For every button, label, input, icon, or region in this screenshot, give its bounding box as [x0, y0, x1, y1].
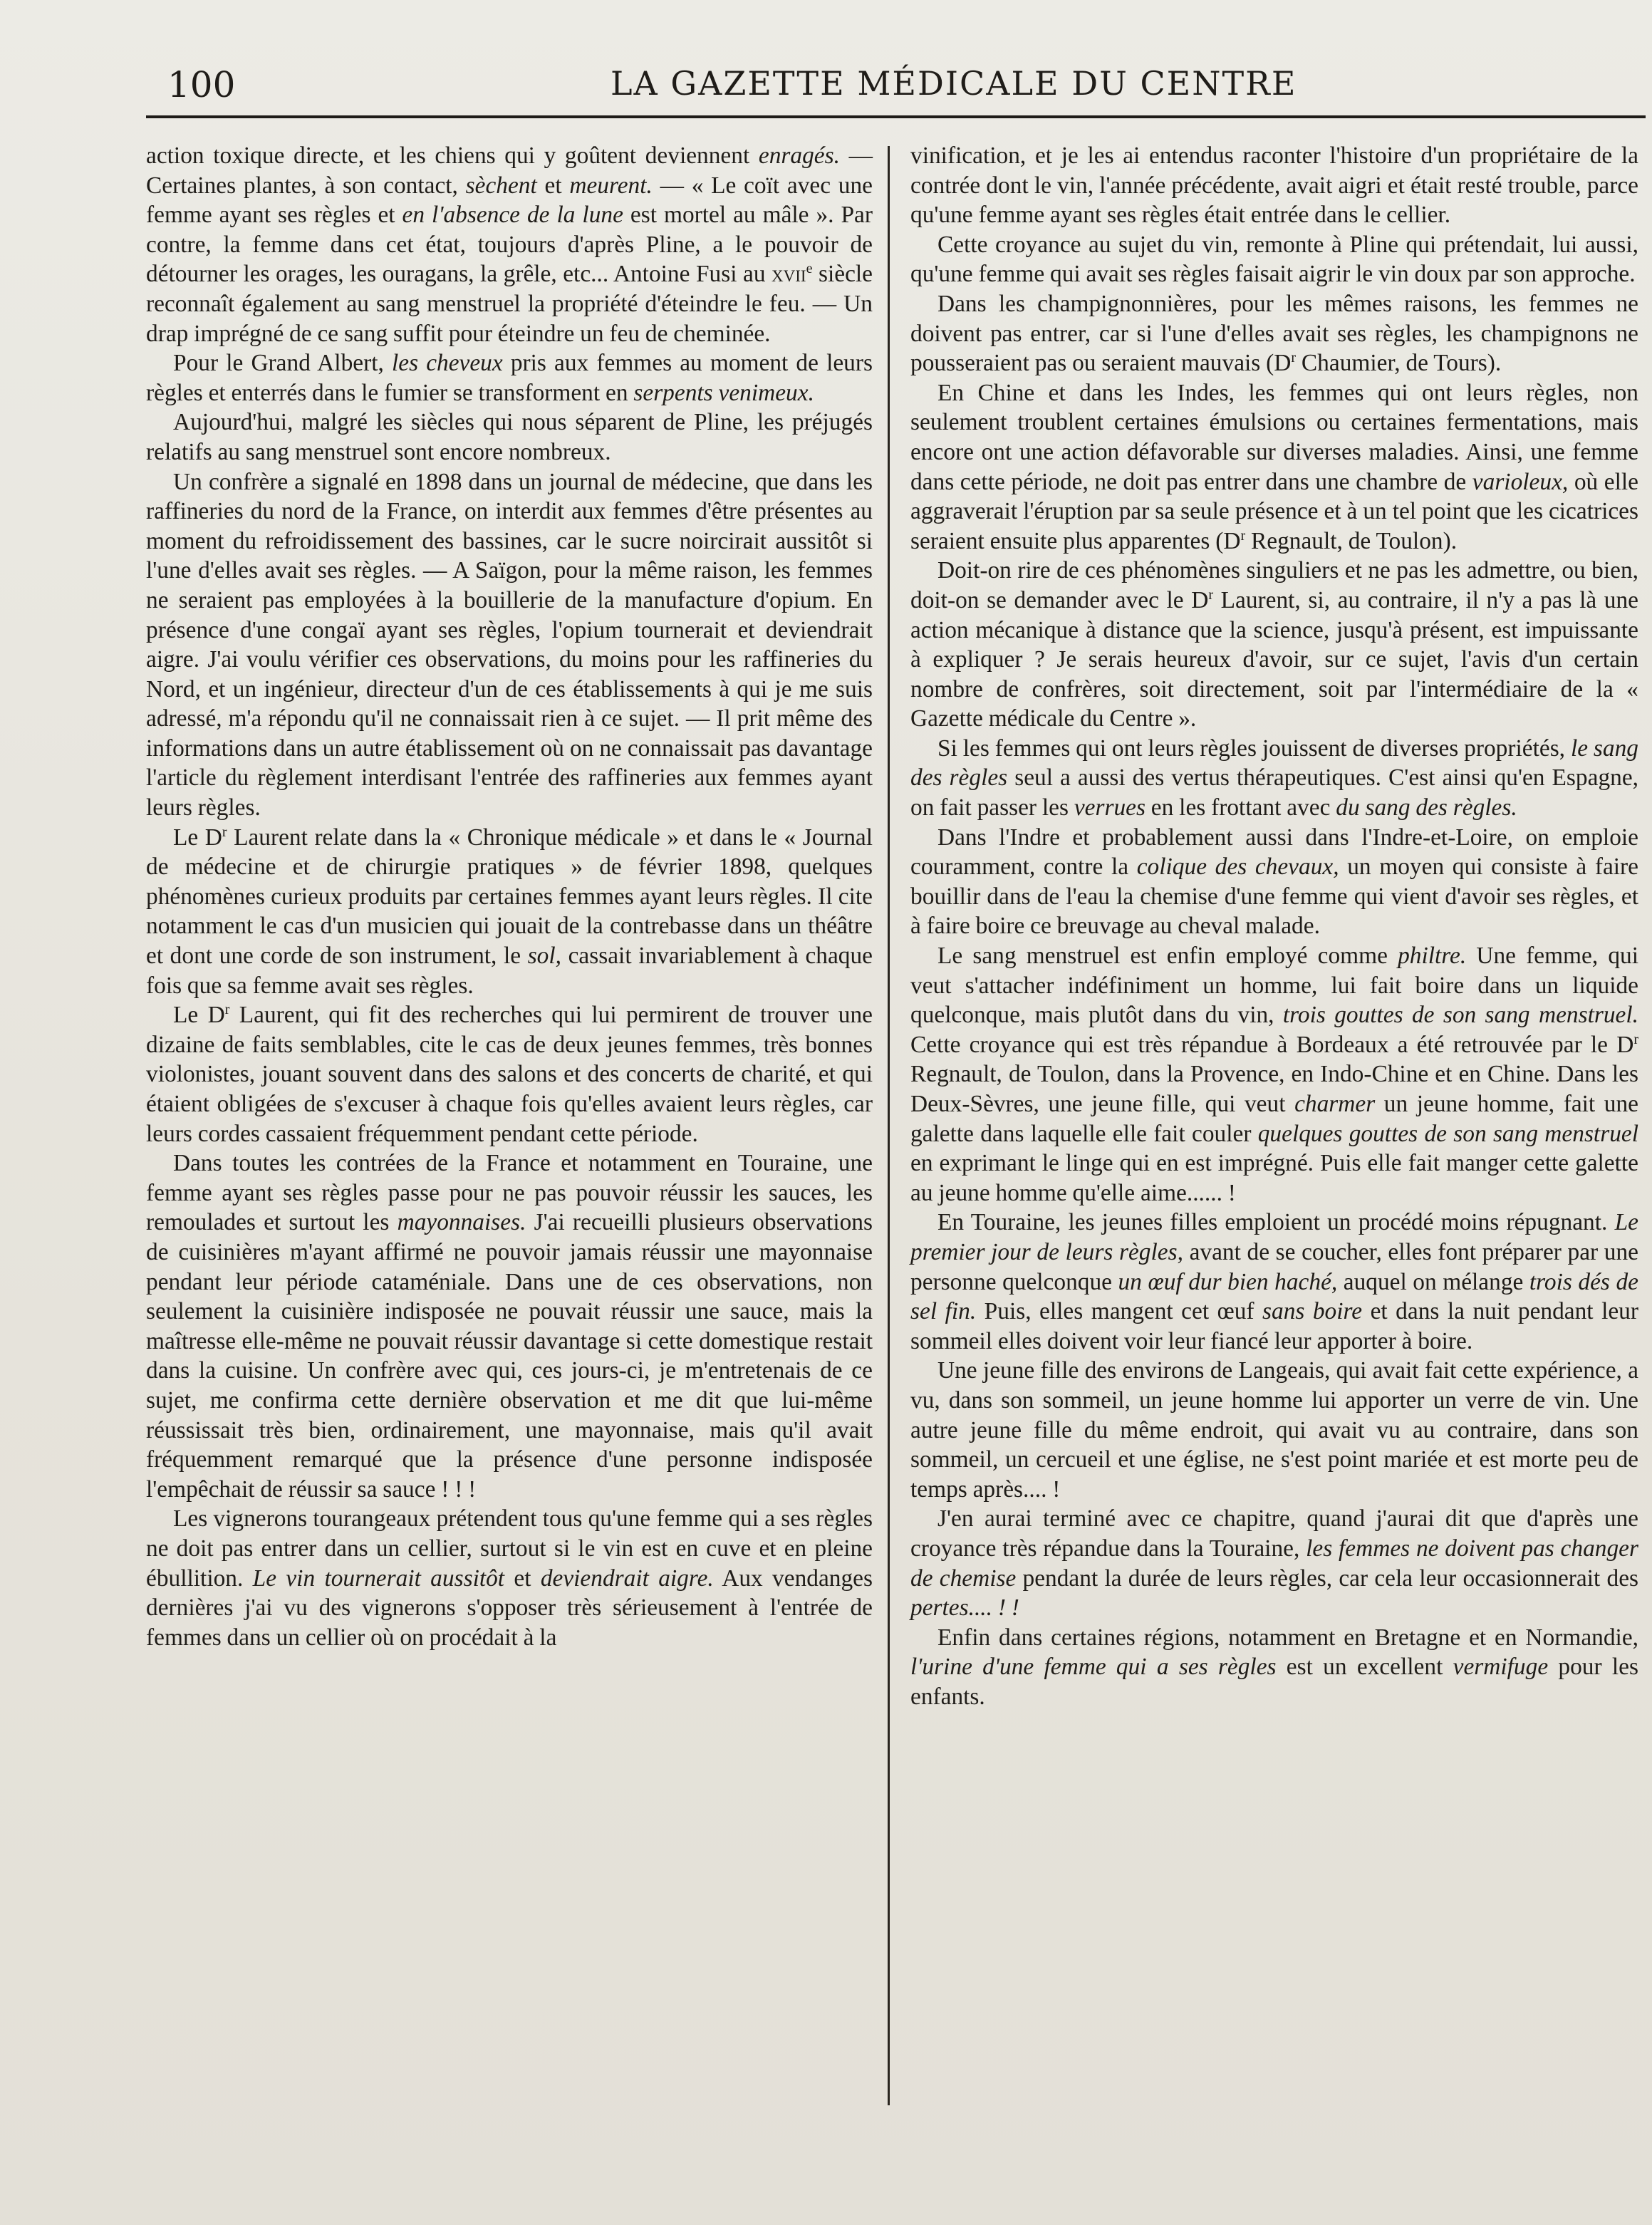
text-run: En Chine et dans les Indes, les femmes qui ont leurs règles, non seulement troublent certaines émulsions ou certaines fermentations, mais encore ont une action défavorable sur diverses maladies. Ainsi, une femme dans cette période, ne doit pas entrer dans une chambre de — [910, 379, 1638, 495]
text-run: Enfin dans certaines régions, notamment en Bretagne et en Normandie, — [937, 1624, 1638, 1651]
superscript: r — [222, 824, 227, 840]
superscript: r — [1240, 527, 1246, 544]
text-run: auquel on mélange — [1337, 1268, 1529, 1295]
italic-text: enragés. — [758, 142, 840, 169]
italic-text: trois dés de sel fin. — [910, 1268, 1638, 1325]
text-run: Les vignerons tourangeaux prétendent tous qu'une femme qui a ses règles ne doit pas entrer dans un cellier, surtout si le vin est en cuve et en pleine ébullition. — [146, 1505, 873, 1592]
text-run: pris aux femmes au moment de leurs règles et enterrés dans le fumier se transforment en — [146, 350, 873, 406]
italic-text: l'urine d'une femme qui a ses règles — [910, 1654, 1277, 1681]
text-run: Le sang menstruel est enfin employé comme — [937, 943, 1398, 970]
text-run: vinification, et je les ai entendus raconter l'histoire d'un propriétaire de la contrée dont le vin, l'année précédente, avait aigri et était resté trouble, parce qu'une femme ayant ses règles était entrée dans le cellier. — [910, 142, 1638, 229]
text-run: Laurent, si, au contraire, il n'y a pas là une action mécanique à distance que la science, jusqu'à présent, est impuissante à expliquer ? Je serais heureux d'avoir, sur ce sujet, l'avis d'un certain nombre de confrères, soit directement, soit par l'intermédiaire de la « Gazette médicale du Centre ». — [910, 586, 1638, 732]
right-column — [910, 141, 1638, 1711]
text-run: Cette croyance qui est très répandue à Bordeaux a été retrouvée par le D — [910, 1031, 1634, 1058]
italic-text: du sang des règles. — [1336, 794, 1517, 821]
header-rule — [146, 115, 1646, 118]
italic-text: colique des chevaux, — [1136, 854, 1339, 881]
italic-text: varioleux, — [1472, 468, 1569, 495]
paragraph — [146, 1000, 873, 1148]
text-run: siècle reconnaît également au sang menstruel la propriété d'éteindre le feu. — Un drap imprégné de ce sang suffit pour éteindre un feu de cheminée. — [146, 261, 873, 347]
text-run: et dans la nuit pendant leur sommeil elles doivent voir leur fiancé leur apporter à boire. — [910, 1298, 1638, 1354]
superscript: e — [806, 261, 813, 277]
paragraph — [910, 289, 1638, 378]
text-run: est mortel au mâle ». Par contre, la femme dans cet état, toujours d'après Pline, a le pouvoir de détourner les orages, les ouragans, la grêle, etc... Antoine Fusi au — [146, 202, 873, 288]
italic-text: Le vin tournerait aussitôt — [252, 1565, 505, 1592]
paragraph — [910, 230, 1638, 289]
paragraph — [146, 408, 873, 467]
italic-text: mayonnaises. — [397, 1209, 526, 1236]
text-run: Une jeune fille des environs de Langeais, qui avait fait cette expérience, a vu, dans son sommeil, un jeune homme lui apporter un verre de vin. Une autre jeune fille du même endroit, qui avait vu au contraire, dans son sommeil, un cercueil et une église, ne s'est point mariée et est morte peu de temps après.... ! — [910, 1357, 1638, 1503]
paragraph — [910, 378, 1638, 556]
text-run: — Certaines plantes, à son contact, — [146, 142, 873, 199]
italic-text: trois gouttes de son sang menstruel. — [1282, 1002, 1638, 1029]
text-run: Aujourd'hui, malgré les siècles qui nous séparent de Pline, les préjugés relatifs au sang menstruel sont encore nombreux. — [146, 409, 873, 465]
text-run: pour les enfants. — [910, 1654, 1638, 1710]
text-run: et — [536, 172, 570, 199]
paragraph — [146, 348, 873, 408]
italic-text: Le premier jour de leurs règles, — [910, 1209, 1638, 1265]
italic-text: les femmes ne doivent pas changer de chemise — [910, 1535, 1638, 1592]
superscript: r — [1208, 586, 1213, 603]
text-run: action toxique directe, et les chiens qui y goûtent deviennent — [146, 142, 759, 169]
text-run: Dans l'Indre et probablement aussi dans l'Indre-et-Loire, on emploie couramment, contre la — [910, 824, 1638, 881]
paragraph — [910, 941, 1638, 1208]
paragraph — [910, 1504, 1638, 1622]
text-run: Le D — [173, 824, 222, 851]
page-number: 100 — [167, 64, 236, 105]
text-run: Dans toutes les contrées de la France et notamment en Touraine, une femme ayant ses règles passe pour ne pas pouvoir réussir les sauces, les remoulades et surtout les — [146, 1150, 873, 1236]
text-run: Aux vendanges dernières j'ai vu des vignerons s'opposer très sérieusement à l'entrée de femmes dans un cellier où on procédait à la — [146, 1565, 873, 1651]
text-run: Chaumier, de Tours). — [1296, 350, 1502, 377]
text-run: et — [504, 1565, 541, 1592]
paragraph — [910, 556, 1638, 734]
left-column — [146, 141, 873, 1652]
superscript: r — [1291, 350, 1297, 366]
text-run: Pour le Grand Albert, — [173, 350, 392, 377]
page-header — [146, 58, 1646, 123]
italic-text: serpents venimeux. — [633, 379, 814, 406]
text-run: où elle aggraverait l'éruption par sa seule présence et à un tel point que les cicatrices seraient ensuite plus apparentes (D — [910, 468, 1638, 554]
running-title: LA GAZETTE MÉDICALE DU CENTRE — [611, 64, 1297, 103]
text-run: avant de se coucher, elles font préparer par une personne quelconque — [910, 1238, 1638, 1295]
italic-text: verrues — [1074, 794, 1146, 821]
text-run: En Touraine, les jeunes filles emploient un procédé moins répugnant. — [937, 1209, 1615, 1236]
italic-text: sans boire — [1262, 1298, 1363, 1325]
text-run: en les frottant avec — [1145, 794, 1336, 821]
text-run: un moyen qui consiste à faire bouillir dans de l'eau la chemise d'une femme qui vient d'avoir ses règles, et à faire boire ce breuvage au cheval malade. — [910, 854, 1638, 940]
text-run: Cette croyance au sujet du vin, remonte à Pline qui prétendait, lui aussi, qu'une femme qui avait ses règles faisait aigrir le vin doux par son approche. — [910, 231, 1638, 288]
italic-text: sèchent — [465, 172, 537, 199]
italic-text: charmer — [1294, 1091, 1376, 1117]
italic-text: meurent. — [569, 172, 653, 199]
italic-text: en l'absence de la lune — [402, 202, 623, 229]
italic-text: philtre. — [1398, 943, 1467, 970]
text-run: Laurent relate dans la « Chronique médicale » et dans le « Journal de médecine et de chirurgie pratiques » de février 1898, quelques phénomènes curieux produits par certaines femmes ayant leurs règles. Il cite notamment le cas d'un musicien qui jouait de la contrebasse dans un théâtre et dont une corde de son instrument, le — [146, 824, 873, 970]
paragraph — [910, 141, 1638, 230]
text-run: Regnault, de Toulon, dans la Provence, en Indo-Chine et en Chine. Dans les Deux-Sèvres, une jeune fille, qui veut — [910, 1061, 1638, 1117]
text-run: cassait invariablement à chaque fois que sa femme avait ses règles. — [146, 943, 873, 999]
paragraph — [146, 1504, 873, 1652]
paragraph — [146, 1148, 873, 1504]
paragraph — [910, 1623, 1638, 1712]
italic-text: pertes.... ! ! — [910, 1594, 1019, 1622]
text-run: J'ai recueilli plusieurs observations de cuisinières m'ayant affirmé ne pouvoir jamais réussir une mayonnaise pendant leur période cataméniale. Dans une de ces observations, non seulement la cuisinière indisposée ne pouvait réussir une sauce, mais la maîtresse elle-même ne pouvait réussir davantage si cette domestique restait dans la cuisine. Un confrère avec qui, ces jours-ci, je m'entretenais de ce sujet, me confirma cette dernière observation et me dit que lui-même réussissait très bien, ordinairement, une mayonnaise, mais qu'il avait fréquemment remarqué que la présence d'une personne indisposée l'empêchait de réussir sa sauce ! ! ! — [146, 1209, 873, 1503]
italic-text: deviendrait aigre. — [540, 1565, 714, 1592]
superscript: r — [1633, 1031, 1638, 1047]
text-run: Si les femmes qui ont leurs règles jouissent de diverses propriétés, — [937, 735, 1571, 762]
paragraph — [910, 823, 1638, 941]
italic-text: sol, — [527, 943, 562, 970]
italic-text: un œuf dur bien haché, — [1118, 1268, 1338, 1295]
text-run: xvii — [772, 261, 806, 288]
text-run: — « Le coït avec une femme ayant ses règles et — [146, 172, 873, 229]
paragraph — [146, 823, 873, 1001]
text-run: Laurent, qui fit des recherches qui lui permirent de trouver une dizaine de faits semblables, cite le cas de deux jeunes femmes, très bonnes violonistes, jouant souvent dans des salons et des concerts de charité, et qui étaient obligées de s'excuser à chaque fois qu'elles avaient leurs règles, car leurs cordes cassaient fréquemment pendant cette période. — [146, 1002, 873, 1147]
column-divider — [888, 146, 890, 2105]
text-run: Un confrère a signalé en 1898 dans un journal de médecine, que dans les raffineries du nord de la France, on interdit aux femmes d'être présentes au moment du refroidissement des bassines, car le sucre noircirait aussitôt si l'une d'elles avait ses règles. — A Saïgon, pour la même raison, les femmes ne seraient pas employées à la bouillerie de la manufacture d'opium. En présence d'une congaï ayant ses règles, l'opium tournerait et deviendrait aigre. J'ai voulu vérifier ces observations, du moins pour les raffineries du Nord, et un ingénieur, directeur d'un de ces établissements à qui je me suis adressé, m'a répondu qu'il ne connaissait rien à ce sujet. — Il prit même des informations dans un autre établissement où on ne connaissait pas davantage l'article du règlement interdisant l'entrée des raffineries aux femmes ayant leurs règles. — [146, 468, 873, 821]
italic-text: les cheveux — [391, 350, 503, 377]
italic-text: le sang des règles — [910, 735, 1639, 792]
italic-text: vermifuge — [1453, 1654, 1549, 1681]
italic-text: quelques gouttes de son sang menstruel — [1257, 1120, 1638, 1147]
text-run: Dans les champignonnières, pour les mêmes raisons, les femmes ne doivent pas entrer, car si l'une d'elles avait ses règles, les champignons ne pousseraient pas ou seraient mauvais (D — [910, 290, 1638, 377]
text-run: J'en aurai terminé avec ce chapitre, quand j'aurai dit que d'après une croyance très répandue dans la Touraine, — [910, 1505, 1638, 1562]
text-run: Puis, elles mangent cet œuf — [976, 1298, 1262, 1325]
text-run: seul a aussi des vertus thérapeutiques. C'est ainsi qu'en Espagne, on fait passer les — [910, 764, 1639, 821]
text-run: est un excellent — [1276, 1654, 1453, 1681]
paragraph — [146, 467, 873, 823]
text-run: pendant la durée de leurs règles, car cela leur occasionnerait des — [1016, 1565, 1639, 1592]
paragraph — [146, 141, 873, 348]
paragraph — [910, 1208, 1638, 1356]
text-run: Doit-on rire de ces phénomènes singuliers et ne pas les admettre, ou bien, doit-on se demander avec le D — [910, 557, 1638, 613]
superscript: r — [224, 1002, 230, 1018]
text-run: Regnault, de Toulon). — [1245, 527, 1458, 554]
text-run: un jeune homme, fait une galette dans laquelle elle fait couler — [910, 1091, 1638, 1147]
text-run: en exprimant le linge qui en est imprégné. Puis elle fait manger cette galette au jeune homme qu'elle aime...... ! — [910, 1150, 1638, 1206]
paragraph — [910, 1356, 1638, 1504]
text-run: Une femme, qui veut s'attacher indéfiniment un homme, lui fait boire dans un liquide quelconque, mais plutôt dans du vin, — [910, 943, 1638, 1029]
paragraph — [910, 734, 1638, 823]
text-run: Le D — [173, 1002, 225, 1029]
